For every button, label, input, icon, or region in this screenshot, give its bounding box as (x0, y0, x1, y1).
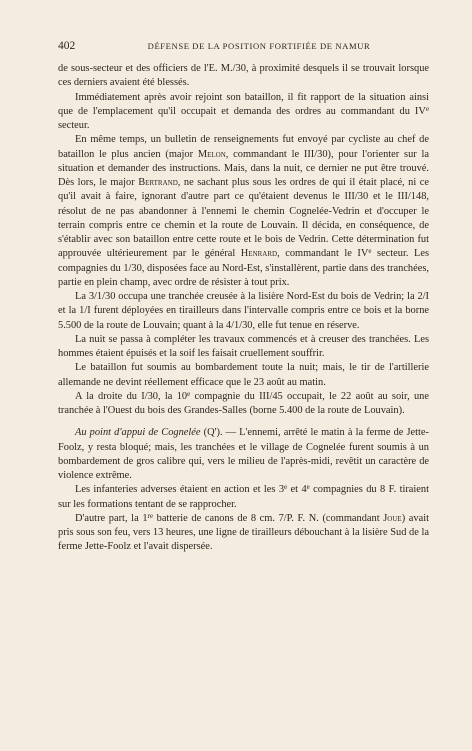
paragraph-8: Au point d'appui de Cognelée (Q'). — L'ennemi, arrêté le matin à la ferme de Jette-Foolz, y resta bloqué; mais, les tranchées et le village de Cognelée furent soumis à un bombardement de gros calibre qui, vers le milieu de l'après-midi, revêtit un caractère de violence extrême. (58, 427, 429, 481)
page-number: 402 (58, 40, 76, 52)
running-head: DÉFENSE DE LA POSITION FORTIFIÉE DE NAMUR (147, 41, 371, 51)
paragraph-5: La nuit se passa à compléter les travaux commencés et à creuser des tranchées. Les hommes étaient épuisés et la soif les faisait cruellement souffrir. (58, 333, 429, 359)
paragraph-1: de sous-secteur et des officiers de l'E. M./30, à proximité desquels il se trouvait lorsque ces derniers avaient été blessés. (58, 63, 429, 89)
name-henrard: Henrard (240, 248, 278, 260)
body-text (58, 62, 429, 555)
paragraph-3: En même temps, un bulletin de renseignements fut envoyé par cycliste au chef de bataillon le plus ancien (major Melon, commandant le III/30), pour l'orienter sur la situation et demander des instructions. Mais, dans la nuit, ce dernier ne put être trouvé. Dès lors, le major Bertrand, ne sachant plus sous les ordres de qui il était placé, ni ce qu'il avait à faire, ignorant d'autre part ce qu'étaient devenus le III/30 et le III/148, résolut de ne pas abandonner à l'ennemi le chemin Cognelée-Vedrin et d'occuper le terrain compris entre ce chemin et la route de Louvain. Il décida, en conséquence, de s'établir avec son bataillon entre cette route et le bois de Vedrin. Cette détermination fut approuvée ultérieurement par le général Henrard, commandant le IVe secteur. Les compagnies du 1/30, disposées face au Nord-Est, s'installèrent, partie dans des tranchées, partie en plein champ, avec ordre de résister à tout prix. (58, 134, 430, 288)
paragraph-2: Immédiatement après avoir rejoint son bataillon, il fit rapport de la situation ainsi que de l'emplacement qu'il occupait et demanda des ordres au commandant du IVe secteur. (58, 91, 429, 131)
name-bertrand: Bertrand (138, 177, 178, 188)
paragraph-4: La 3/1/30 occupa une tranchée creusée à la lisière Nord-Est du bois de Vedrin; la 2/I et la 1/I furent déployées en tirailleurs dans l'intervalle compris entre ce bois et la borne 5.500 de la route de Louvain; quant à la 4/1/30, elle fut tenue en réserve. (58, 291, 429, 331)
name-joue: Joue (383, 512, 402, 524)
section-heading-cognelee: Au point d'appui de Cognelée (75, 427, 201, 439)
paragraph-9: Les infanteries adverses étaient en action et les 3e et 4e compagnies du 8 F. tiraient sur les formations tentant de se rapprocher. (58, 483, 429, 510)
page-header (58, 40, 432, 54)
paragraph-7: A la droite du I/30, la 10e compagnie du III/45 occupait, le 22 août au soir, une tranchée à l'Ouest du bois des Grandes-Salles (borne 5.400 de la route de Louvain). (58, 389, 429, 416)
paragraph-6: Le bataillon fut soumis au bombardement toute la nuit; mais, le tir de l'artillerie allemande ne devint réellement efficace que le 23 août au matin. (58, 362, 429, 388)
paragraph-10: D'autre part, la 1re batterie de canons de 8 cm. 7/P. F. N. (commandant Joue) avait pris sous son feu, vers 13 heures, une ligne de tirailleurs débouchant à la lisière Sud de la ferme Jette-Foolz et l'avait dispersée. (58, 511, 429, 553)
name-melon: Melon (197, 148, 226, 160)
